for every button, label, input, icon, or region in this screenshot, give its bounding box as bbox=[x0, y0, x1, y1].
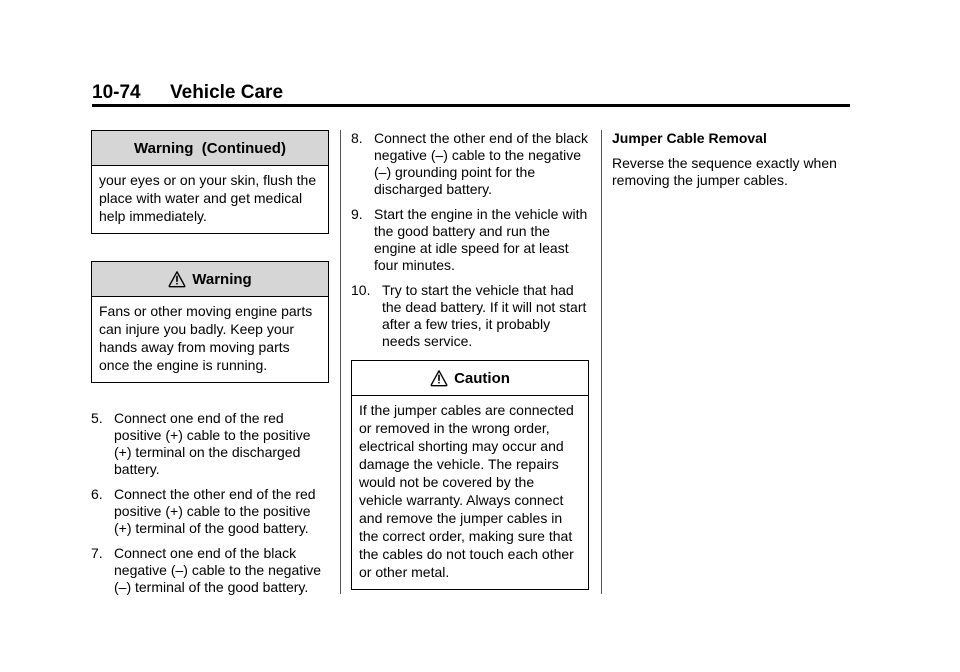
step-number: 8. bbox=[351, 130, 363, 146]
page-number: 10-74 bbox=[92, 82, 141, 103]
warning-title: Warning bbox=[192, 270, 252, 288]
step-text: Start the engine in the vehicle with the good battery and run the engine at idle speed for at least four minutes. bbox=[374, 206, 588, 273]
step-text: Connect the other end of the black negative (–) cable to the negative (–) grounding point for the discharged battery. bbox=[374, 130, 589, 197]
page-header bbox=[92, 82, 850, 107]
warning-continued-text: your eyes or on your skin, flush the place with water and get medical help immediately. bbox=[99, 172, 317, 224]
step-number: 10. bbox=[351, 282, 371, 298]
column-2 bbox=[351, 130, 589, 617]
step-text: Connect one end of the black negative (–) cable to the negative (–) terminal of the good battery. bbox=[114, 545, 322, 595]
warning-continued-body bbox=[92, 166, 328, 233]
list-item bbox=[91, 545, 329, 596]
step-text: Try to start the vehicle that had the dead battery. If it will not start after a few tries, it probably needs service. bbox=[382, 282, 587, 349]
list-item bbox=[91, 410, 329, 478]
warning-box bbox=[91, 261, 329, 383]
step-text: Connect the other end of the red positive (+) cable to the positive (+) terminal of the good battery. bbox=[114, 486, 316, 536]
warning-body bbox=[92, 297, 328, 382]
caution-triangle-icon bbox=[168, 270, 186, 288]
list-item bbox=[351, 206, 589, 274]
list-item bbox=[351, 130, 589, 198]
column-1 bbox=[91, 130, 329, 604]
caution-triangle-icon bbox=[430, 369, 448, 387]
step-text: Connect one end of the red positive (+) cable to the positive (+) terminal on the discharged battery. bbox=[114, 410, 311, 477]
column-3 bbox=[612, 130, 857, 189]
step-number: 9. bbox=[351, 206, 363, 222]
step-number: 5. bbox=[91, 410, 103, 426]
warning-continued-heading bbox=[92, 131, 328, 166]
caution-title: Caution bbox=[454, 369, 510, 387]
warning-continued-title: Warning (Continued) bbox=[134, 139, 286, 157]
warning-heading bbox=[92, 262, 328, 297]
caution-box bbox=[351, 360, 589, 590]
list-item bbox=[351, 282, 589, 350]
step-number: 6. bbox=[91, 486, 103, 502]
step-number: 7. bbox=[91, 545, 103, 561]
steps-list-2 bbox=[351, 130, 589, 350]
warning-text: Fans or other moving engine parts can injure you badly. Keep your hands away from moving parts once the engine is running. bbox=[99, 303, 313, 373]
steps-list-1 bbox=[91, 410, 329, 596]
warning-continued-box bbox=[91, 130, 329, 234]
list-item bbox=[91, 486, 329, 537]
jumper-cable-removal-text: Reverse the sequence exactly when removing the jumper cables. bbox=[612, 155, 837, 188]
section-title: Vehicle Care bbox=[170, 82, 284, 103]
caution-text: If the jumper cables are connected or removed in the wrong order, electrical shorting may occur and damage the vehicle. The repairs would not be covered by the vehicle warranty. Always connect and remove the jumper cables in the correct order, making sure that the cables do not touch each other or other metal. bbox=[359, 402, 574, 580]
caution-body bbox=[352, 396, 588, 589]
column-divider bbox=[601, 130, 602, 594]
caution-heading bbox=[352, 361, 588, 396]
jumper-cable-removal-heading: Jumper Cable Removal bbox=[612, 130, 767, 146]
column-divider bbox=[340, 130, 341, 594]
